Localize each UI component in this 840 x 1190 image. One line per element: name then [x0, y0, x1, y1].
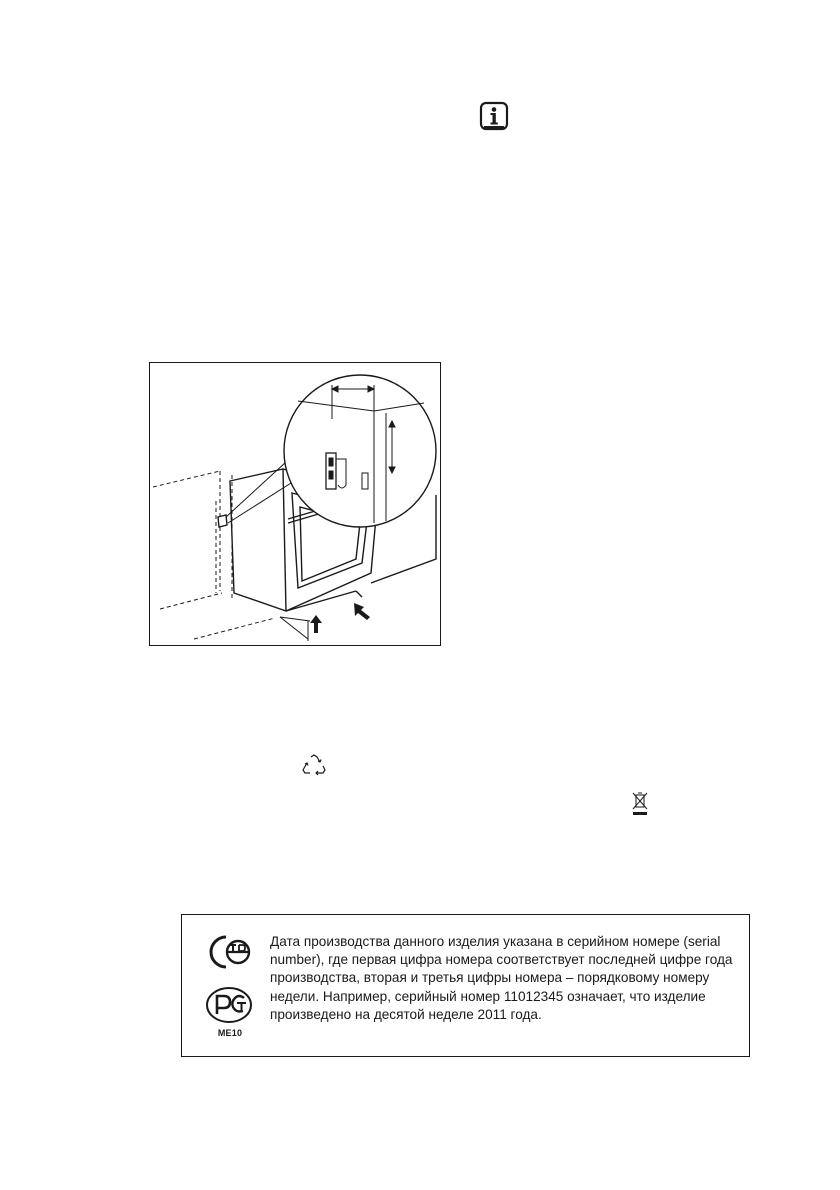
certification-code: ME10: [217, 1028, 243, 1038]
production-date-note: Дата производства данного изделия указана в серийном номере (serial number), где первая цифра номера соответствует последней цифре года производства, вторая и третья цифры номера – порядковому номеру недели. Например, серийный номер 11012345 означает, что изделие произведено на десятой неделе 2011 года.: [270, 934, 733, 1022]
recycle-icon: [301, 753, 327, 779]
crossed-out-bin-icon: [631, 790, 649, 816]
pct-certification-mark: [206, 987, 252, 1023]
cabinet-outline: [153, 471, 275, 639]
installation-figure: [149, 362, 441, 646]
info-icon: [479, 101, 509, 131]
eac-certification-mark: [204, 933, 254, 971]
up-arrow: [310, 615, 322, 633]
push-arrow: [354, 603, 370, 620]
certification-box: [181, 914, 750, 1057]
detail-circle: [284, 375, 436, 527]
